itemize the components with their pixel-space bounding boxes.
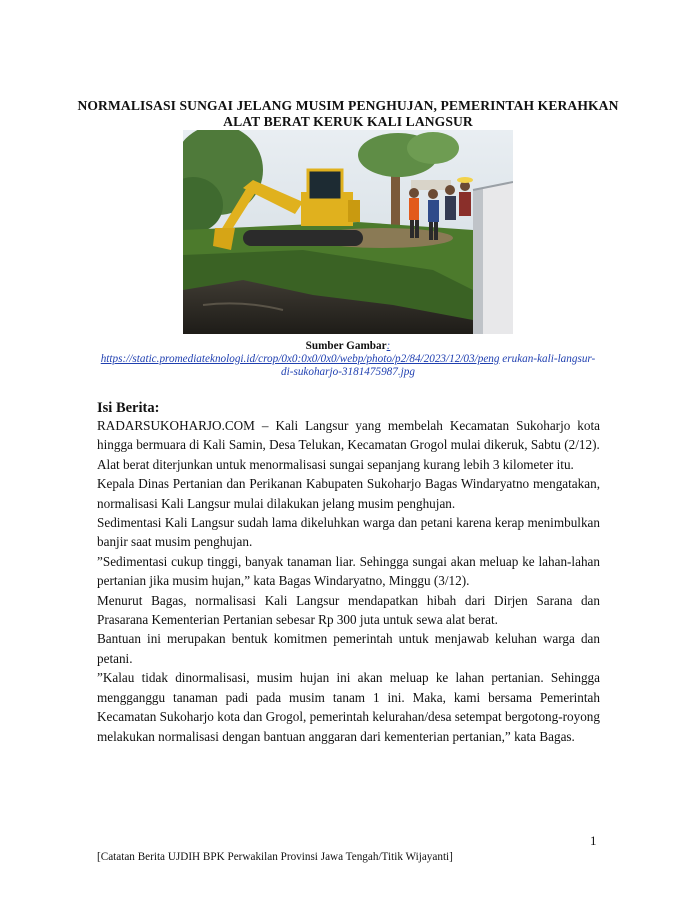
page-number: 1 (590, 833, 597, 848)
page-footer: [Catatan Berita UJDIH BPK Perwakilan Provinsi Jawa Tengah/Titik Wijayanti] (97, 851, 453, 863)
article-title: NORMALISASI SUNGAI JELANG MUSIM PENGHUJAN, PEMERINTAH KERAHKAN ALAT BERAT KERUK KALI LANGSUR (77, 98, 619, 129)
source-image-link[interactable]: https://static.promediateknologi.id/crop/0x0:0x0/0x0/webp/photo/p2/84/2023/12/03/peng (100, 353, 500, 365)
article-photo-excavator (183, 130, 513, 334)
paragraph: Alat berat diterjunkan untuk menormalisasi sungai sepanjang kurang lebih 3 kilometer itu. (97, 456, 574, 472)
paragraph: Kepala Dinas Pertanian dan Perikanan Kabupaten Sukoharjo Bagas Windaryatno mengatakan, normalisasi Kali Langsur mulai dilakukan jelang musim penghujan. (97, 476, 600, 511)
paragraph: Sedimentasi Kali Langsur sudah lama dikeluhkan warga dan petani karena kerap menimbulkan banjir saat musim penghujan. (97, 515, 600, 550)
paragraph: Menurut Bagas, normalisasi Kali Langsur mendapatkan hibah dari Dirjen Sarana dan Prasarana Kementerian Pertanian sebesar Rp 300 juta untuk sewa alat berat. (97, 592, 600, 628)
source-image-link-continued[interactable]: erukan-kali-langsur-di-sukoharjo-3181475987.jpg (281, 353, 596, 378)
caption-colon: : (386, 340, 391, 352)
caption-label: Sumber Gambar (305, 340, 387, 352)
paragraph: RADARSUKOHARJO.COM – Kali Langsur yang membelah Kecamatan Sukoharjo kota hingga bermuara di Kali Samin, Desa Telukan, Kecamatan Grogol mulai dikeruk, Sabtu (2/12). (97, 418, 600, 453)
image-caption (100, 340, 596, 379)
article-body (97, 416, 600, 746)
paragraph: ”Sedimentasi cukup tinggi, banyak tanaman liar. Sehingga sungai akan meluap ke lahan-lahan pertanian jika musim hujan,” kata Bagas Windaryatno, Minggu (3/12). (97, 553, 600, 589)
paragraph: ”Kalau tidak dinormalisasi, musim hujan ini akan meluap ke lahan pertanian. Sehingga mengganggu tanaman padi pada musim tanam 1 ini. Maka, kami bersama Pemerintah Kecamatan Sukoharjo kota dan Grogol, pemerintah kelurahan/desa setempat bergotong-royong melakukan normalisasi dengan bantuan anggaran dari kementerian pertanian,” kata Bagas. (97, 670, 600, 744)
section-heading: Isi Berita: (97, 400, 160, 416)
paragraph: Bantuan ini merupakan bentuk komitmen pemerintah untuk menjawab keluhan warga dan petani. (97, 631, 600, 666)
